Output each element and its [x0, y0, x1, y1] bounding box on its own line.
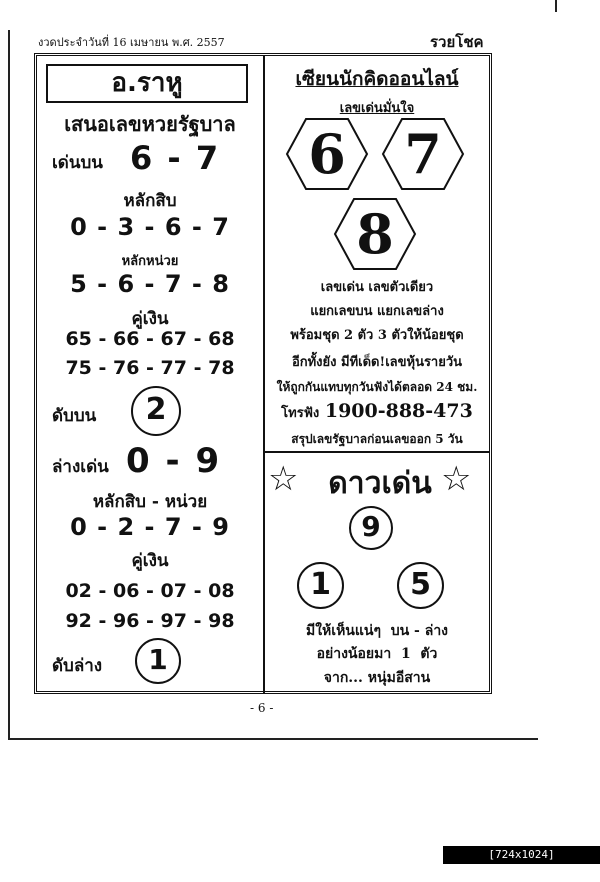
bottom-main-value: 0 - 9	[126, 441, 222, 481]
watermark: [724x1024] http://upic.me/	[443, 846, 600, 864]
star-line-1: มีให้เห็นแน่ๆ บน - ล่าง	[305, 623, 449, 639]
star-line-2: อย่างน้อยมา 1 ตัว	[316, 646, 438, 662]
left-title: อ.ราหู	[46, 64, 248, 103]
promo-line-1: เลขเด่น เลขตัวเดียว	[320, 280, 434, 295]
pairs2-line-2: 92 - 96 - 97 - 98	[65, 610, 235, 632]
star-section-title: ดาวเด่น	[328, 466, 432, 501]
star-line-3: จาก... หนุ่มอีสาน	[323, 670, 431, 686]
pairs-line-1: 65 - 66 - 67 - 68	[65, 328, 235, 350]
section-divider	[265, 451, 490, 453]
pairs-label: คู่เงิน	[131, 309, 169, 329]
magazine-name: รวยโชค	[430, 33, 484, 51]
tens-label: หลักสิบ	[123, 191, 177, 211]
promo-line-3: พร้อมชุด 2 ตัว 3 ตัวให้น้อยชุด	[290, 328, 464, 343]
phone-label: โทรฟัง	[281, 406, 320, 421]
scan-left-edge	[8, 30, 10, 740]
bottom-main-label: ล่างเด่น	[52, 457, 109, 477]
star-number-circle-1	[349, 506, 393, 550]
scan-corner-mark	[555, 0, 600, 12]
units-label: หลักหน่วย	[121, 254, 179, 269]
scan-bottom-edge	[8, 738, 538, 740]
column-divider	[263, 55, 265, 693]
star-number-3: 5	[410, 567, 431, 602]
star-icon-left: ☆	[268, 459, 299, 499]
hex-number-2: 7	[381, 117, 465, 191]
phone-number[interactable]: 1900-888-473	[324, 400, 473, 422]
promo-line-4: อีกทั้งยัง มีทีเด็ด!เลขหุ้นรายวัน	[291, 355, 463, 370]
bottom-close-value: 1	[148, 643, 168, 676]
right-title: เซียนนักคิดออนไลน์	[295, 68, 459, 90]
top-close-circle	[131, 386, 181, 436]
top-close-label: ดับบน	[52, 406, 97, 426]
top-main-label: เด่นบน	[52, 153, 103, 173]
pairs2-line-1: 02 - 06 - 07 - 08	[65, 580, 235, 602]
page-number: - 6 -	[250, 701, 274, 715]
phone-line	[266, 400, 488, 423]
star-number-circle-2	[297, 562, 344, 609]
pairs-line-2: 75 - 76 - 77 - 78	[65, 357, 235, 379]
units-value: 5 - 6 - 7 - 8	[70, 270, 230, 298]
summary-line: สรุปเลขรัฐบาลก่อนเลขออก 5 วัน	[291, 432, 463, 446]
star-number-2: 1	[310, 567, 331, 602]
tens-units-value: 0 - 2 - 7 - 9	[70, 513, 230, 541]
promo-line-2: แยกเลขบน แยกเลขล่าง	[310, 304, 444, 319]
hex-number-3: 8	[333, 197, 417, 271]
star-icon-right: ☆	[441, 459, 472, 499]
pairs2-label: คู่เงิน	[131, 551, 169, 571]
star-number-circle-3	[397, 562, 444, 609]
top-close-value: 2	[145, 392, 167, 427]
promo-line-5: ให้ถูกกันแทบทุกวันฟังได้ตลอด 24 ชม.	[276, 380, 478, 394]
tens-value: 0 - 3 - 6 - 7	[70, 213, 230, 241]
issue-date: งวดประจำวันที่ 16 เมษายน พ.ศ. 2557	[38, 36, 225, 49]
star-number-1: 9	[361, 510, 381, 543]
hex-number-1: 6	[285, 117, 369, 191]
bottom-close-circle	[135, 638, 181, 684]
top-main-value: 6 - 7	[130, 139, 221, 177]
right-subtitle: เลขเด่นมั่นใจ	[339, 101, 415, 116]
tens-units-label: หลักสิบ - หน่วย	[92, 492, 208, 512]
bottom-close-label: ดับล่าง	[52, 656, 103, 676]
left-subtitle: เสนอเลขหวยรัฐบาล	[64, 112, 236, 136]
